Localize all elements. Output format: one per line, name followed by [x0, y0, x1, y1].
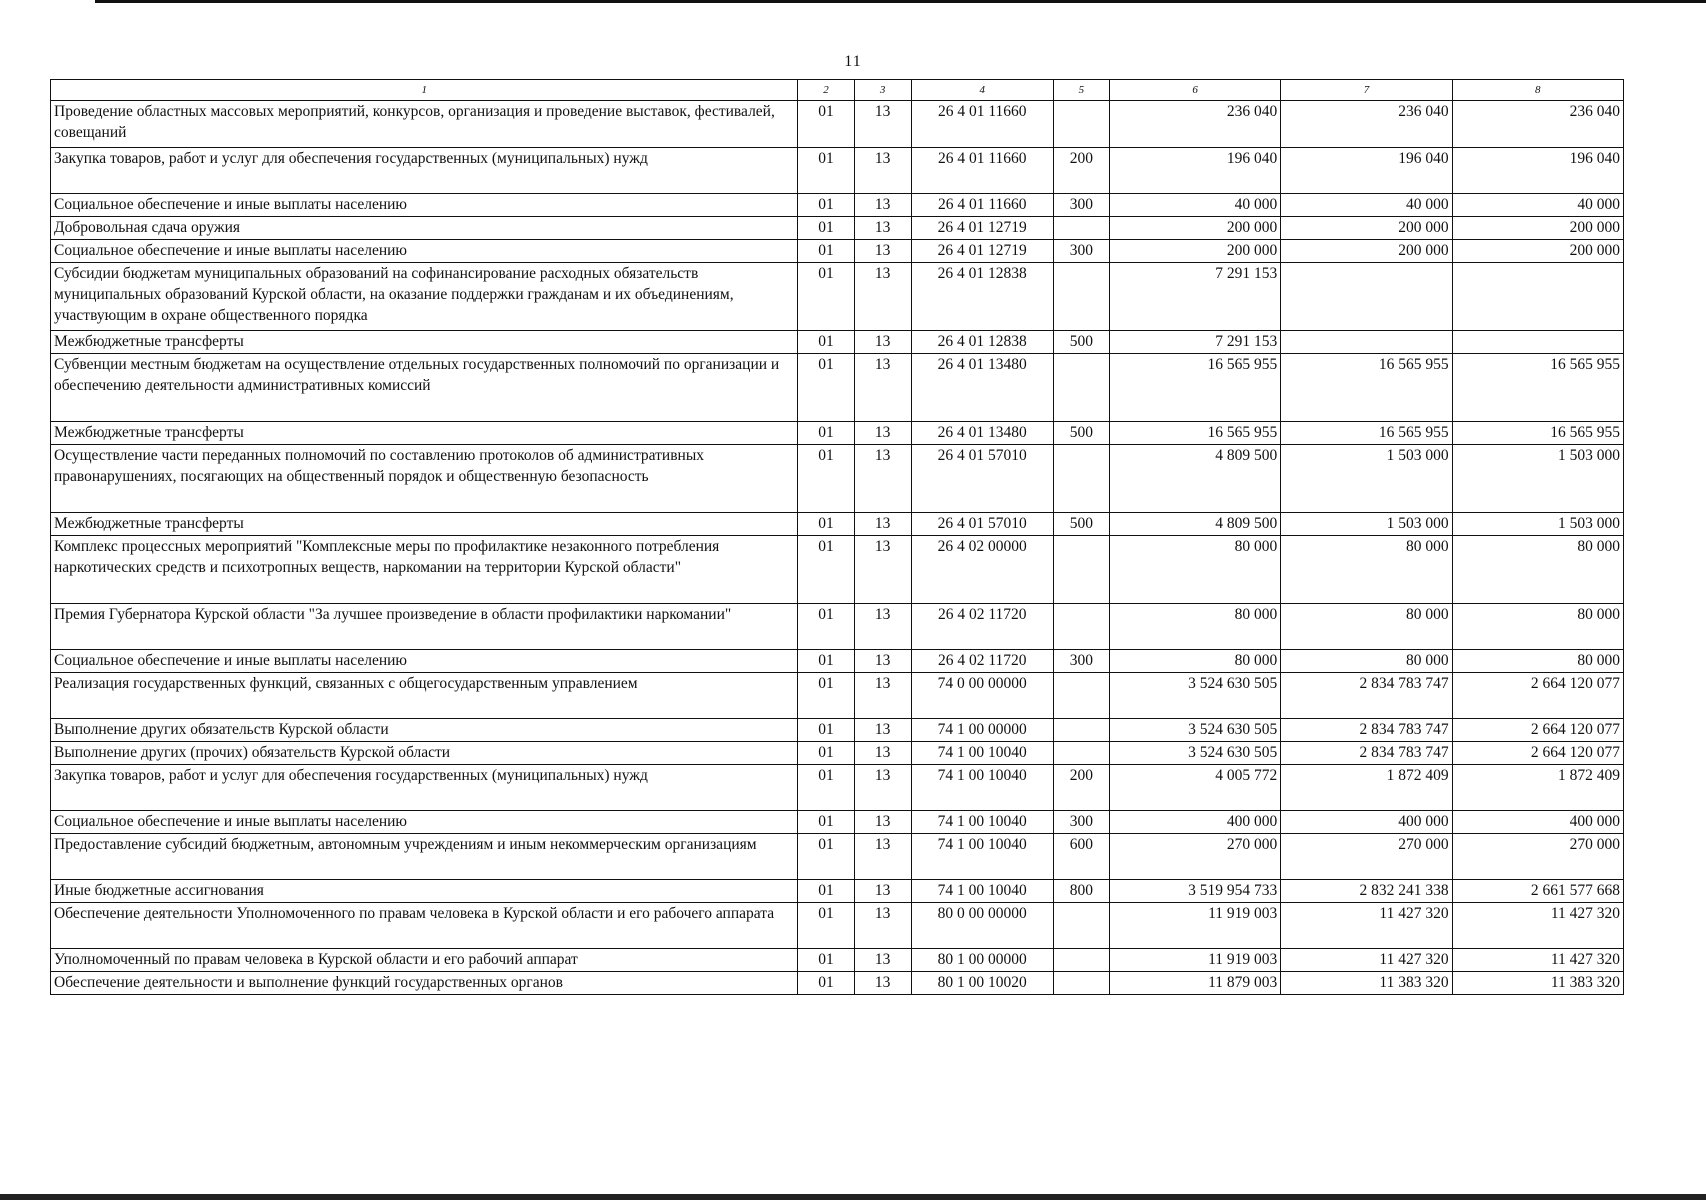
- table-row: [51, 422, 1624, 445]
- row-amount-year2: 80 000: [1281, 650, 1452, 673]
- table-row: [51, 354, 1624, 422]
- table-row: [51, 148, 1624, 194]
- row-amount-year3: 1 503 000: [1452, 445, 1623, 513]
- row-expense-type: 200: [1053, 765, 1109, 811]
- row-section: 01: [798, 240, 854, 263]
- row-expense-type: 800: [1053, 880, 1109, 903]
- row-name: Обеспечение деятельности и выполнение функций государственных органов: [51, 972, 798, 995]
- row-target-code: 26 4 01 57010: [911, 513, 1053, 536]
- table-row: [51, 949, 1624, 972]
- row-name: Проведение областных массовых мероприятий, конкурсов, организация и проведение выставок, фестивалей, совещаний: [51, 101, 798, 148]
- row-target-code: 26 4 01 11660: [911, 148, 1053, 194]
- table-row: [51, 742, 1624, 765]
- row-amount-year1: 16 565 955: [1109, 354, 1280, 422]
- row-amount-year3: 2 664 120 077: [1452, 719, 1623, 742]
- row-amount-year2: 270 000: [1281, 834, 1452, 880]
- row-subsection: 13: [854, 949, 911, 972]
- row-expense-type: [1053, 217, 1109, 240]
- row-name: Социальное обеспечение и иные выплаты населению: [51, 811, 798, 834]
- row-subsection: 13: [854, 194, 911, 217]
- row-amount-year3: 200 000: [1452, 240, 1623, 263]
- row-name: Иные бюджетные ассигнования: [51, 880, 798, 903]
- row-section: 01: [798, 445, 854, 513]
- row-expense-type: [1053, 903, 1109, 949]
- col-header-3: 3: [854, 80, 911, 101]
- row-subsection: 13: [854, 217, 911, 240]
- row-amount-year1: 16 565 955: [1109, 422, 1280, 445]
- row-subsection: 13: [854, 354, 911, 422]
- row-amount-year2: 1 503 000: [1281, 445, 1452, 513]
- row-amount-year1: 200 000: [1109, 240, 1280, 263]
- table-row: [51, 194, 1624, 217]
- row-expense-type: 500: [1053, 331, 1109, 354]
- row-amount-year3: [1452, 331, 1623, 354]
- row-section: 01: [798, 148, 854, 194]
- row-section: 01: [798, 719, 854, 742]
- row-amount-year2: 11 427 320: [1281, 903, 1452, 949]
- row-target-code: 26 4 01 57010: [911, 445, 1053, 513]
- row-amount-year1: 3 524 630 505: [1109, 742, 1280, 765]
- row-amount-year3: 2 664 120 077: [1452, 742, 1623, 765]
- row-section: 01: [798, 331, 854, 354]
- row-target-code: 74 1 00 10040: [911, 880, 1053, 903]
- col-header-2: 2: [798, 80, 854, 101]
- row-section: 01: [798, 217, 854, 240]
- row-expense-type: [1053, 536, 1109, 604]
- row-amount-year3: 80 000: [1452, 604, 1623, 650]
- row-expense-type: 300: [1053, 811, 1109, 834]
- row-name: Комплекс процессных мероприятий "Комплексные меры по профилактике незаконного потребления наркотических средств и психотропных веществ, наркомании на территории Курской области": [51, 536, 798, 604]
- row-name: Осуществление части переданных полномочий по составлению протоколов об административных правонарушениях, посягающих на общественный порядок и общественную безопасность: [51, 445, 798, 513]
- row-subsection: 13: [854, 719, 911, 742]
- row-subsection: 13: [854, 240, 911, 263]
- row-expense-type: [1053, 354, 1109, 422]
- row-amount-year3: 40 000: [1452, 194, 1623, 217]
- row-subsection: 13: [854, 513, 911, 536]
- row-section: 01: [798, 880, 854, 903]
- row-name: Добровольная сдача оружия: [51, 217, 798, 240]
- row-subsection: 13: [854, 101, 911, 148]
- row-subsection: 13: [854, 903, 911, 949]
- table-row: [51, 811, 1624, 834]
- col-header-7: 7: [1281, 80, 1452, 101]
- row-amount-year1: 80 000: [1109, 604, 1280, 650]
- row-amount-year2: 40 000: [1281, 194, 1452, 217]
- row-target-code: 80 0 00 00000: [911, 903, 1053, 949]
- row-amount-year1: 40 000: [1109, 194, 1280, 217]
- row-section: 01: [798, 422, 854, 445]
- row-section: 01: [798, 650, 854, 673]
- row-expense-type: [1053, 949, 1109, 972]
- row-amount-year3: 80 000: [1452, 650, 1623, 673]
- row-section: 01: [798, 742, 854, 765]
- row-amount-year2: 80 000: [1281, 536, 1452, 604]
- row-name: Уполномоченный по правам человека в Курской области и его рабочий аппарат: [51, 949, 798, 972]
- row-amount-year2: 196 040: [1281, 148, 1452, 194]
- row-amount-year1: 4 809 500: [1109, 445, 1280, 513]
- row-section: 01: [798, 834, 854, 880]
- table-row: [51, 101, 1624, 148]
- row-amount-year3: 2 661 577 668: [1452, 880, 1623, 903]
- row-section: 01: [798, 903, 854, 949]
- header-row: [51, 80, 1624, 101]
- row-expense-type: 300: [1053, 240, 1109, 263]
- col-header-1: 1: [51, 80, 798, 101]
- row-amount-year1: 4 005 772: [1109, 765, 1280, 811]
- row-amount-year2: 2 834 783 747: [1281, 673, 1452, 719]
- row-expense-type: [1053, 101, 1109, 148]
- row-subsection: 13: [854, 834, 911, 880]
- row-expense-type: [1053, 673, 1109, 719]
- table-row: [51, 604, 1624, 650]
- row-expense-type: [1053, 719, 1109, 742]
- row-section: 01: [798, 536, 854, 604]
- row-amount-year1: 3 519 954 733: [1109, 880, 1280, 903]
- row-target-code: 74 1 00 00000: [911, 719, 1053, 742]
- row-section: 01: [798, 354, 854, 422]
- row-subsection: 13: [854, 650, 911, 673]
- row-subsection: 13: [854, 536, 911, 604]
- row-section: 01: [798, 972, 854, 995]
- row-expense-type: 500: [1053, 513, 1109, 536]
- row-target-code: 80 1 00 10020: [911, 972, 1053, 995]
- row-section: 01: [798, 673, 854, 719]
- table-row: [51, 765, 1624, 811]
- row-section: 01: [798, 263, 854, 331]
- row-amount-year1: 80 000: [1109, 650, 1280, 673]
- row-amount-year2: 80 000: [1281, 604, 1452, 650]
- row-amount-year3: 11 383 320: [1452, 972, 1623, 995]
- row-name: Закупка товаров, работ и услуг для обеспечения государственных (муниципальных) нужд: [51, 765, 798, 811]
- row-target-code: 26 4 02 11720: [911, 604, 1053, 650]
- row-expense-type: [1053, 972, 1109, 995]
- row-target-code: 26 4 01 12719: [911, 240, 1053, 263]
- row-amount-year1: 236 040: [1109, 101, 1280, 148]
- row-amount-year3: 11 427 320: [1452, 949, 1623, 972]
- row-subsection: 13: [854, 811, 911, 834]
- row-expense-type: [1053, 604, 1109, 650]
- table-row: [51, 263, 1624, 331]
- row-amount-year3: 270 000: [1452, 834, 1623, 880]
- table-body: [51, 101, 1624, 995]
- row-amount-year1: 400 000: [1109, 811, 1280, 834]
- row-amount-year2: 200 000: [1281, 240, 1452, 263]
- row-amount-year1: 7 291 153: [1109, 331, 1280, 354]
- row-name: Предоставление субсидий бюджетным, автономным учреждениям и иным некоммерческим организациям: [51, 834, 798, 880]
- row-target-code: 74 1 00 10040: [911, 742, 1053, 765]
- scan-edge-top: [95, 0, 1706, 3]
- row-section: 01: [798, 194, 854, 217]
- row-name: Социальное обеспечение и иные выплаты населению: [51, 194, 798, 217]
- table-row: [51, 650, 1624, 673]
- table-row: [51, 240, 1624, 263]
- row-name: Реализация государственных функций, связанных с общегосударственным управлением: [51, 673, 798, 719]
- row-subsection: 13: [854, 742, 911, 765]
- row-name: Социальное обеспечение и иные выплаты населению: [51, 240, 798, 263]
- scan-edge-bottom: [0, 1194, 1706, 1200]
- row-target-code: 26 4 01 13480: [911, 354, 1053, 422]
- row-subsection: 13: [854, 972, 911, 995]
- col-header-5: 5: [1053, 80, 1109, 101]
- row-amount-year1: 7 291 153: [1109, 263, 1280, 331]
- row-amount-year1: 200 000: [1109, 217, 1280, 240]
- row-name: Выполнение других (прочих) обязательств Курской области: [51, 742, 798, 765]
- row-subsection: 13: [854, 445, 911, 513]
- row-target-code: 26 4 01 12719: [911, 217, 1053, 240]
- row-target-code: 26 4 01 11660: [911, 194, 1053, 217]
- row-amount-year1: 270 000: [1109, 834, 1280, 880]
- row-amount-year2: 2 834 783 747: [1281, 742, 1452, 765]
- table-row: [51, 903, 1624, 949]
- row-expense-type: [1053, 263, 1109, 331]
- row-amount-year2: 236 040: [1281, 101, 1452, 148]
- row-target-code: 26 4 01 12838: [911, 331, 1053, 354]
- row-amount-year2: 1 872 409: [1281, 765, 1452, 811]
- col-header-6: 6: [1109, 80, 1280, 101]
- row-amount-year3: 1 872 409: [1452, 765, 1623, 811]
- row-amount-year1: 196 040: [1109, 148, 1280, 194]
- row-amount-year3: 16 565 955: [1452, 422, 1623, 445]
- row-subsection: 13: [854, 765, 911, 811]
- row-amount-year3: 236 040: [1452, 101, 1623, 148]
- row-name: Обеспечение деятельности Уполномоченного по правам человека в Курской области и его рабочего аппарата: [51, 903, 798, 949]
- row-target-code: 74 1 00 10040: [911, 811, 1053, 834]
- row-target-code: 80 1 00 00000: [911, 949, 1053, 972]
- row-amount-year3: 16 565 955: [1452, 354, 1623, 422]
- row-section: 01: [798, 765, 854, 811]
- page-number: 11: [844, 53, 862, 70]
- row-amount-year1: 3 524 630 505: [1109, 719, 1280, 742]
- col-header-4: 4: [911, 80, 1053, 101]
- row-expense-type: [1053, 742, 1109, 765]
- table-row: [51, 331, 1624, 354]
- row-amount-year3: 196 040: [1452, 148, 1623, 194]
- row-expense-type: 500: [1053, 422, 1109, 445]
- row-amount-year2: 400 000: [1281, 811, 1452, 834]
- row-name: Закупка товаров, работ и услуг для обеспечения государственных (муниципальных) нужд: [51, 148, 798, 194]
- table-row: [51, 673, 1624, 719]
- row-subsection: 13: [854, 148, 911, 194]
- row-section: 01: [798, 949, 854, 972]
- row-amount-year1: 11 879 003: [1109, 972, 1280, 995]
- row-amount-year3: 11 427 320: [1452, 903, 1623, 949]
- row-name: Субсидии бюджетам муниципальных образований на софинансирование расходных обязательств муниципальных образований Курской области, на оказание поддержки гражданам и их объединениям, участвующим в охране общественного порядка: [51, 263, 798, 331]
- row-amount-year3: 1 503 000: [1452, 513, 1623, 536]
- row-amount-year2: [1281, 331, 1452, 354]
- row-expense-type: 600: [1053, 834, 1109, 880]
- budget-table: [50, 79, 1624, 995]
- row-name: Выполнение других обязательств Курской области: [51, 719, 798, 742]
- row-amount-year2: 11 427 320: [1281, 949, 1452, 972]
- row-expense-type: [1053, 445, 1109, 513]
- row-expense-type: 200: [1053, 148, 1109, 194]
- row-expense-type: 300: [1053, 650, 1109, 673]
- row-amount-year2: 16 565 955: [1281, 422, 1452, 445]
- row-subsection: 13: [854, 673, 911, 719]
- row-name: Межбюджетные трансферты: [51, 422, 798, 445]
- row-amount-year3: 80 000: [1452, 536, 1623, 604]
- row-subsection: 13: [854, 263, 911, 331]
- row-amount-year3: 400 000: [1452, 811, 1623, 834]
- table-row: [51, 536, 1624, 604]
- row-amount-year3: 200 000: [1452, 217, 1623, 240]
- row-name: Премия Губернатора Курской области "За лучшее произведение в области профилактики наркомании": [51, 604, 798, 650]
- row-amount-year2: 16 565 955: [1281, 354, 1452, 422]
- row-section: 01: [798, 604, 854, 650]
- row-amount-year1: 11 919 003: [1109, 903, 1280, 949]
- row-name: Субвенции местным бюджетам на осуществление отдельных государственных полномочий по организации и обеспечению деятельности административных комиссий: [51, 354, 798, 422]
- row-amount-year2: [1281, 263, 1452, 331]
- row-subsection: 13: [854, 604, 911, 650]
- table-row: [51, 972, 1624, 995]
- row-target-code: 74 0 00 00000: [911, 673, 1053, 719]
- row-expense-type: 300: [1053, 194, 1109, 217]
- row-subsection: 13: [854, 880, 911, 903]
- row-target-code: 74 1 00 10040: [911, 834, 1053, 880]
- table-row: [51, 217, 1624, 240]
- row-target-code: 26 4 02 11720: [911, 650, 1053, 673]
- row-amount-year3: [1452, 263, 1623, 331]
- col-header-8: 8: [1452, 80, 1623, 101]
- row-subsection: 13: [854, 422, 911, 445]
- row-amount-year1: 4 809 500: [1109, 513, 1280, 536]
- row-amount-year1: 80 000: [1109, 536, 1280, 604]
- row-amount-year3: 2 664 120 077: [1452, 673, 1623, 719]
- row-amount-year2: 200 000: [1281, 217, 1452, 240]
- row-name: Социальное обеспечение и иные выплаты населению: [51, 650, 798, 673]
- row-amount-year2: 2 834 783 747: [1281, 719, 1452, 742]
- row-amount-year2: 11 383 320: [1281, 972, 1452, 995]
- row-name: Межбюджетные трансферты: [51, 513, 798, 536]
- table-row: [51, 880, 1624, 903]
- row-amount-year2: 1 503 000: [1281, 513, 1452, 536]
- row-target-code: 26 4 01 13480: [911, 422, 1053, 445]
- row-section: 01: [798, 101, 854, 148]
- table-row: [51, 719, 1624, 742]
- table-row: [51, 513, 1624, 536]
- table-row: [51, 834, 1624, 880]
- row-name: Межбюджетные трансферты: [51, 331, 798, 354]
- row-section: 01: [798, 513, 854, 536]
- row-target-code: 26 4 01 12838: [911, 263, 1053, 331]
- row-amount-year1: 11 919 003: [1109, 949, 1280, 972]
- table-row: [51, 445, 1624, 513]
- row-subsection: 13: [854, 331, 911, 354]
- row-target-code: 74 1 00 10040: [911, 765, 1053, 811]
- row-amount-year1: 3 524 630 505: [1109, 673, 1280, 719]
- row-amount-year2: 2 832 241 338: [1281, 880, 1452, 903]
- row-target-code: 26 4 01 11660: [911, 101, 1053, 148]
- row-target-code: 26 4 02 00000: [911, 536, 1053, 604]
- row-section: 01: [798, 811, 854, 834]
